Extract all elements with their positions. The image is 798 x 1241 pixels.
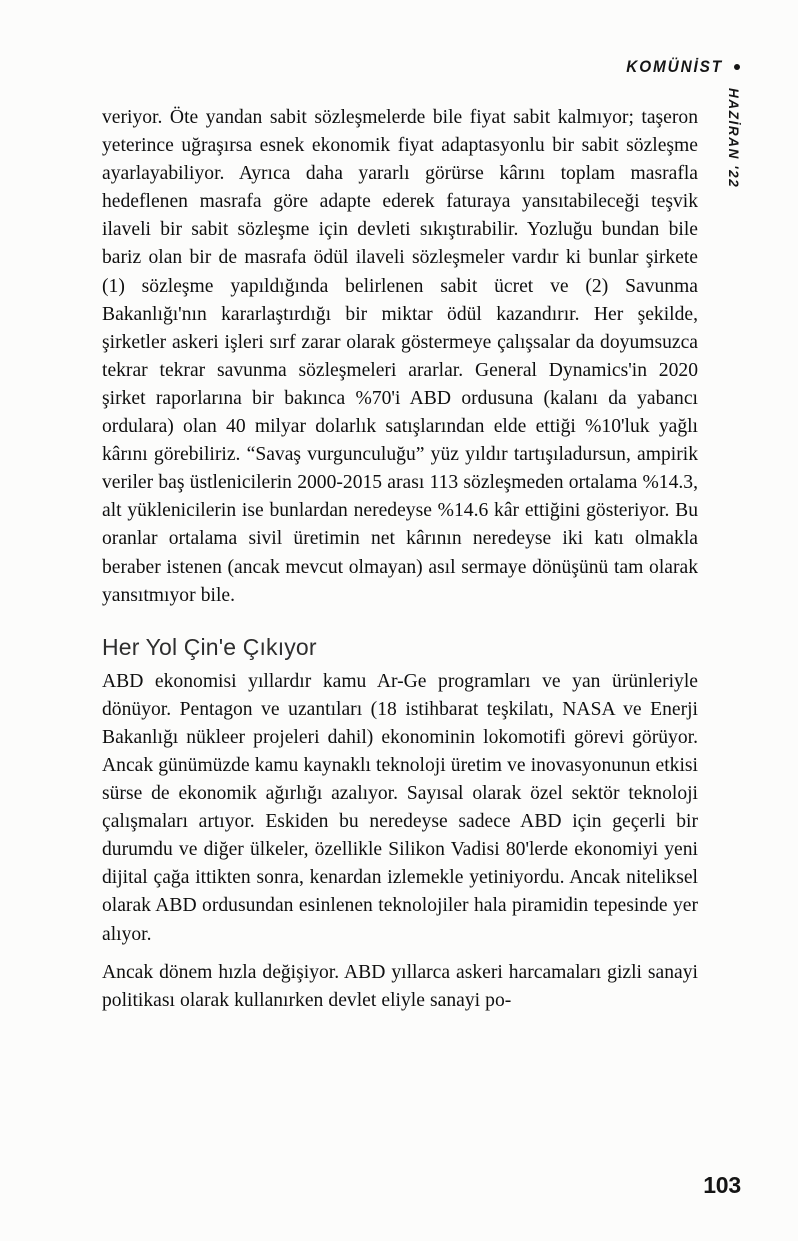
body-paragraph: Ancak dönem hızla değişiyor. ABD yıllarca askeri harcamaları gizli sanayi politikası olarak kullanırken devlet eliyle sanayi po-	[102, 961, 698, 1011]
bullet-dot-icon	[734, 64, 740, 70]
running-head-date	[726, 88, 748, 218]
running-head	[619, 58, 740, 77]
body-paragraph: ABD ekonomisi yıllardır kamu Ar-Ge programları ve yan ürünleriyle dönüyor. Pentagon ve uzantıları (18 istihbarat teşkilatı, NASA ve Enerji Bakanlığı nükleer projeleri dahil) ekonominin lokomotifi görevi görüyor. Ancak günümüzde kamu kaynaklı teknoloji üretim ve inovasyonunun etkisi sürse de ekonomik ağırlığı azalıyor. Sayısal olarak özel sektör teknoloji çalışmaları artıyor. Eskiden bu neredeyse sadece ABD için geçerli bir durumdu ve diğer ülkeler, özellikle Silikon Vadisi 80'lerde ekonomiyi yeni dijital çağa ittikten sonra, kenardan izlemekle yetiniyordu. Ancak niteliksel olarak ABD ordusundan esinlenen teknolojiler hala piramidin tepesinde yer alıyor.	[102, 670, 698, 945]
section-heading: Her Yol Çin'e Çıkıyor	[102, 633, 317, 660]
body-column	[102, 104, 698, 1015]
body-paragraph: veriyor. Öte yandan sabit sözleşmelerde bile fiyat sabit kalmıyor; taşeron yeterince uğraşırsa esnek ekonomik fiyat adaptasyonlu bir sabit sözleşme ayarlayabiliyor. Ayrıca daha yararlı görürse kârını toplam masrafla hedeflenen masrafa göre adapte ederek faturaya yansıtabileceği teşvik ilaveli bir sabit sözleşme için devleti sıkıştırabilir. Yozluğu bundan bile bariz olan bir de masrafa ödül ilaveli sözleşmeler vardır ki bunlar şirkete (1) sözleşme yapıldığında belirlenen sabit ücret ve (2) Savunma Bakanlığı'nın kararlaştırdığı bir miktar ödül kazandırır. Her şekilde, şirketler askeri işleri sırf zarar olarak göstermeye çalışsalar da doyumsuzca tekrar tekrar savunma sözleşmeleri ararlar. General Dynamics'in 2020 şirket raporlarına bir bakınca %70'i ABD ordusuna (kalanı da yabancı ordulara) olan 40 milyar dolarlık satışlarından elde ettiği %10'luk yağlı kârını görebiliriz. “Savaş vurgunculuğu” yüz yıldır tartışıladursun, ampirik veriler baş üstlenicilerin 2000-2015 arası 113 sözleşmeden ortalama %14.3, alt yüklenicilerin ise bunlardan neredeyse %14.6 kâr ettiğini gösteriyor. Bu oranlar ortalama sivil üretimin net kârının neredeyse iki katı olmakla beraber istenen (ancak mevcut olmayan) asıl sermaye dönüşünü tam olarak yansıtmıyor bile.	[102, 107, 698, 606]
running-head-publication: KOMÜNİST	[626, 58, 723, 76]
running-head-issue-date: HAZİRAN '22	[726, 88, 741, 189]
page-number: 103	[703, 1172, 741, 1198]
